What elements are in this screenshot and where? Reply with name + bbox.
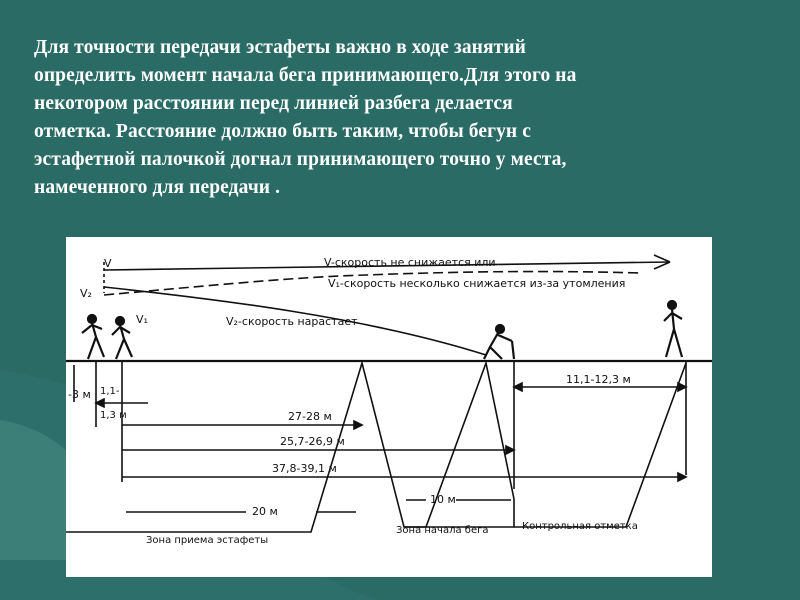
speed-label-v2: V₂-скорость нарастает — [226, 315, 358, 328]
runner-icons — [82, 301, 682, 359]
text-line: намеченного для передачи . — [34, 177, 281, 198]
dim-10-label: 10 м — [430, 493, 456, 506]
runner-right-icon — [664, 301, 682, 357]
zone-start-label: Зона начала бега — [396, 525, 489, 536]
relay-diagram-svg — [66, 237, 712, 577]
text-line: определить момент начала бега принимающего.Для этого на — [34, 65, 577, 86]
zone-receive-label: Зона приема эстафеты — [146, 535, 269, 546]
text-line: Для точности передачи эстафеты важно в ходе занятий — [34, 37, 527, 58]
v1-label: V₁ — [136, 313, 148, 326]
dim-20-label: 20 м — [252, 505, 278, 518]
speed-label-v: V-скорость не снижается или — [324, 256, 496, 269]
slide-body-text — [34, 34, 774, 202]
relay-diagram — [66, 237, 712, 577]
dim-27-28-label: 27-28 м — [288, 410, 332, 423]
control-mark-label: Контрольная отметка — [522, 521, 638, 532]
small-dim-label-2: 1,3 м — [100, 410, 127, 421]
left-dim-label: -3 м — [68, 388, 91, 401]
text-line: отметка. Расстояние должно быть таким, чтобы бегун с — [34, 121, 531, 142]
dim-37-39-label: 37,8-39,1 м — [272, 462, 337, 475]
small-dim-label-1: 1,1- — [100, 386, 120, 397]
right-dim-label: 11,1-12,3 м — [566, 373, 631, 386]
v2-label: V₂ — [80, 287, 92, 300]
dim-25-26-label: 25,7-26,9 м — [280, 435, 345, 448]
speed-label-v1: V₁-скорость несколько снижается из-за утомления — [328, 277, 626, 290]
text-line: эстафетной палочкой догнал принимающего точно у места, — [34, 149, 567, 170]
text-line: некотором расстоянии перед линией разбега делается — [34, 93, 513, 114]
runner-v1-icon — [112, 317, 132, 359]
receiver-start-icon — [484, 325, 514, 359]
v-label: V — [104, 257, 112, 270]
runner-v2-icon — [82, 315, 104, 359]
